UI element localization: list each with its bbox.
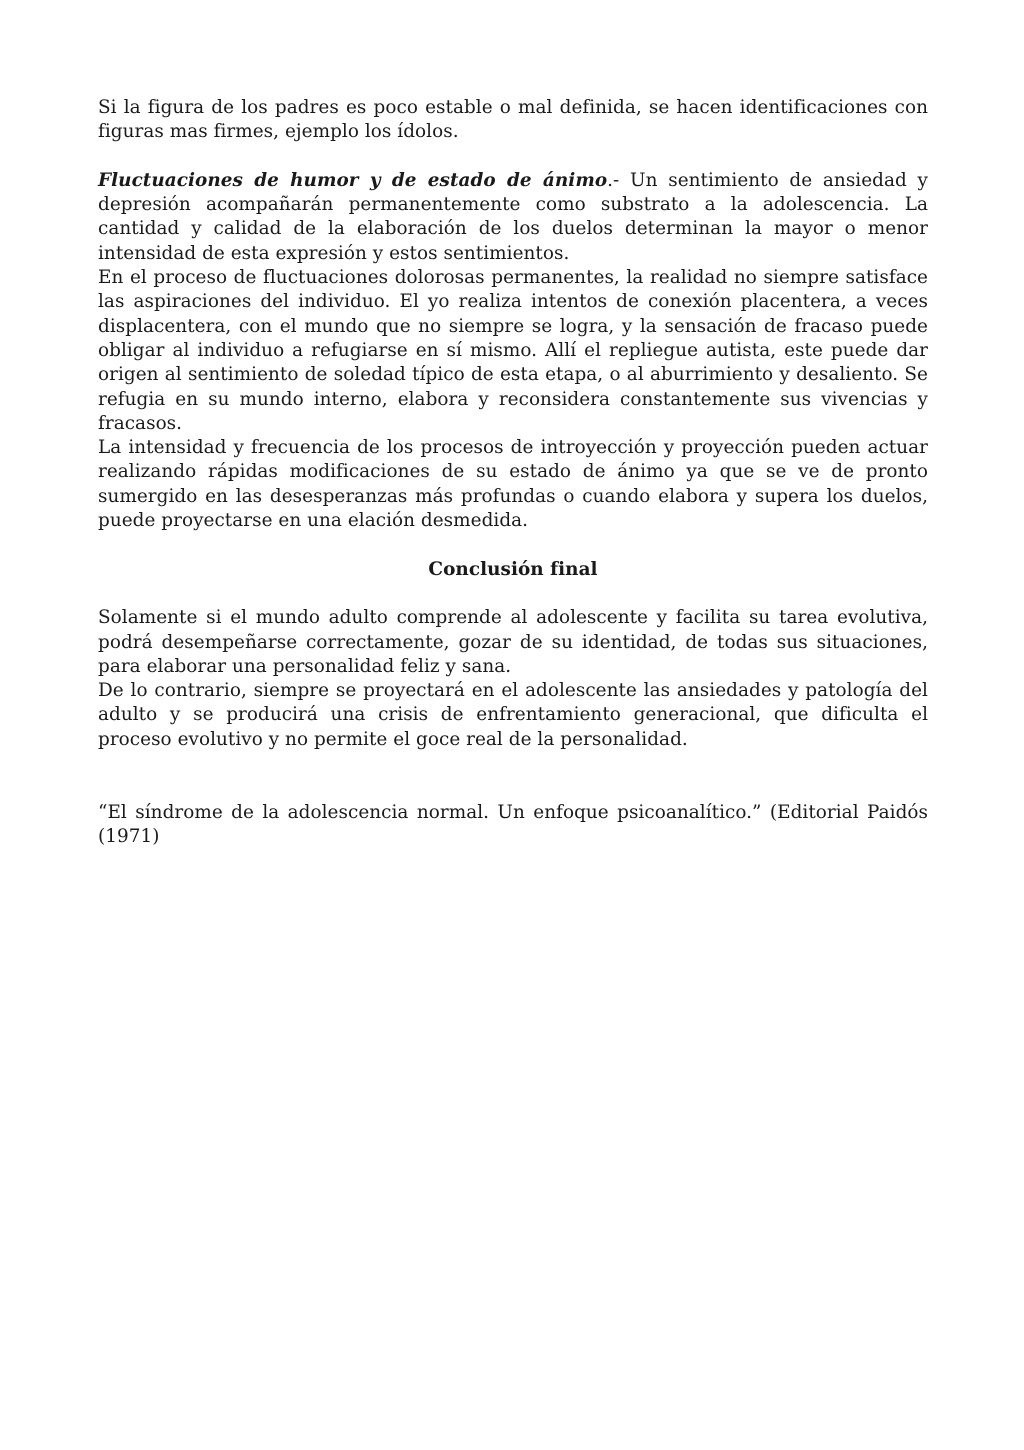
- paragraph-contrario: De lo contrario, siempre se proyectará en el adolescente las ansiedades y patología del adulto y se producirá una crisis de enfrentamiento generacional, que dificulta el proceso evolutivo y no permite el goce real de la personalidad.: [98, 680, 928, 750]
- section-heading: Conclusión final: [428, 558, 598, 580]
- paragraph-fluctuaciones: [98, 169, 928, 266]
- paragraph-lead-heading: Fluctuaciones de humor y de estado de ánimo: [98, 169, 608, 191]
- paragraph-conclusion: Solamente si el mundo adulto comprende al adolescente y facilita su tarea evolutiva, podrá desempeñarse correctamente, gozar de su identidad, de todas sus situaciones, para elaborar una personalidad feliz y sana.: [98, 607, 928, 677]
- paragraph-fluctuaciones-text: .- Un sentimiento de ansiedad y depresión acompañarán permanentemente como substrato a la adolescencia. La cantidad y calidad de la elaboración de los duelos determinan la mayor o menor intensidad de esta expresión y estos sentimientos.: [98, 169, 928, 264]
- citation: “El síndrome de la adolescencia normal. Un enfoque psicoanalítico.” (Editorial Paidós (1971): [98, 801, 928, 847]
- paragraph-intensidad: La intensidad y frecuencia de los procesos de introyección y proyección pueden actuar realizando rápidas modificaciones de su estado de ánimo ya que se ve de pronto sumergido en las desesperanzas más profundas o cuando elabora y supera los duelos, puede proyectarse en una elación desmedida.: [98, 437, 928, 532]
- paragraph-identificaciones: Si la figura de los padres es poco estable o mal definida, se hacen identificaciones con figuras mas firmes, ejemplo los ídolos.: [98, 97, 928, 143]
- document-page: [98, 96, 928, 849]
- paragraph-proceso-fluctuaciones: En el proceso de fluctuaciones dolorosas permanentes, la realidad no siempre satisface las aspiraciones del individuo. El yo realiza intentos de conexión placentera, a veces displacentera, con el mundo que no siempre se logra, y la sensación de fracaso puede obligar al individuo a refugiarse en sí mismo. Allí el repliegue autista, este puede dar origen al sentimiento de soledad típico de esta etapa, o al aburrimiento y desaliento. Se refugia en su mundo interno, elabora y reconsidera constantemente sus vivencias y fracasos.: [98, 267, 928, 434]
